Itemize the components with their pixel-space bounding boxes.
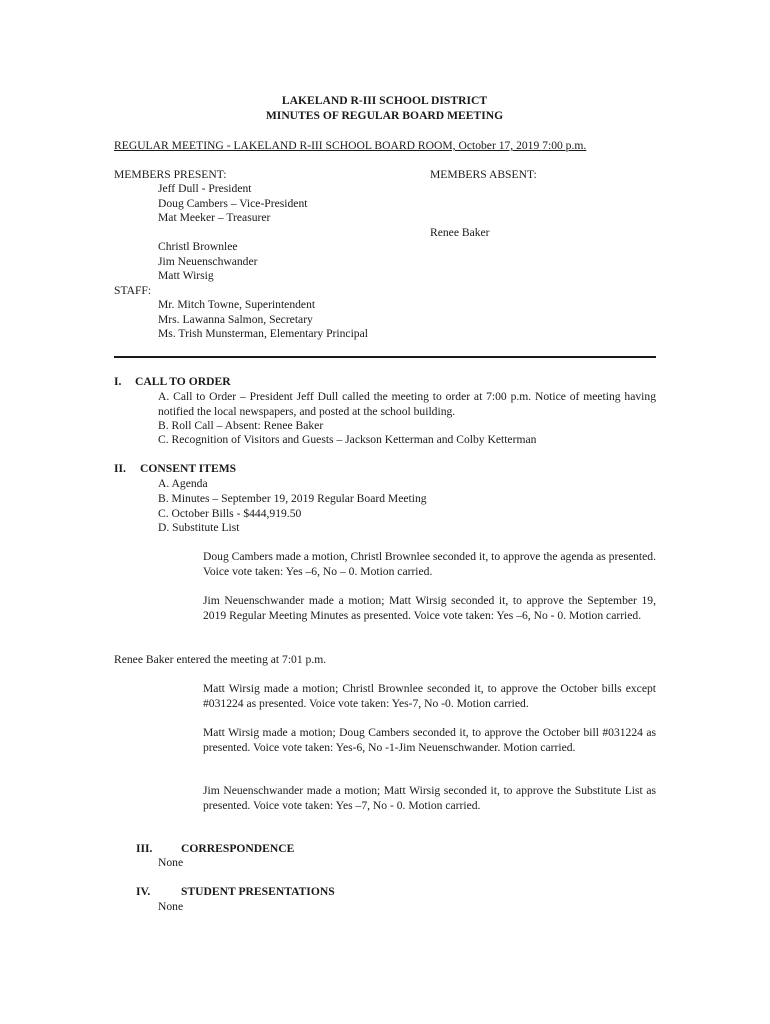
section-number: II. bbox=[114, 462, 126, 475]
section-title: CONSENT ITEMS bbox=[140, 462, 237, 475]
list-item: B. Minutes – September 19, 2019 Regular Board Meeting bbox=[158, 492, 427, 505]
section-number: I. bbox=[114, 375, 122, 388]
horizontal-rule bbox=[114, 356, 656, 358]
meeting-line: REGULAR MEETING - LAKELAND R-III SCHOOL BOARD ROOM, October 17, 2019 7:00 p.m. bbox=[114, 139, 587, 152]
list-item: C. October Bills - $444,919.50 bbox=[158, 507, 302, 520]
section-number: III. bbox=[136, 842, 153, 855]
meeting-note: Renee Baker entered the meeting at 7:01 p.m. bbox=[114, 653, 327, 666]
list-item: B. Roll Call – Absent: Renee Baker bbox=[158, 419, 324, 432]
member-absent: Renee Baker bbox=[430, 226, 490, 239]
members-absent-label: MEMBERS ABSENT: bbox=[430, 168, 537, 181]
staff-member: Mr. Mitch Towne, Superintendent bbox=[158, 298, 316, 311]
member-present: Doug Cambers – Vice-President bbox=[158, 197, 308, 210]
member-present: Jeff Dull - President bbox=[158, 182, 252, 195]
motion-paragraph: Jim Neuenschwander made a motion; Matt Wirsig seconded it, to approve the Substitute List as presented. Voice vote taken: Yes –7, No - 0. Motion carried. bbox=[203, 784, 656, 812]
motion-paragraph: Matt Wirsig made a motion; Christl Brownlee seconded it, to approve the October bills except #031224 as presented. Voice vote taken: Yes-7, No -0. Motion carried. bbox=[203, 682, 656, 710]
list-item: C. Recognition of Visitors and Guests – Jackson Ketterman and Colby Ketterman bbox=[158, 433, 537, 446]
members-present-label: MEMBERS PRESENT: bbox=[114, 168, 227, 181]
member-present: Matt Wirsig bbox=[158, 269, 214, 282]
staff-label: STAFF: bbox=[114, 284, 152, 297]
district-name: LAKELAND R-III SCHOOL DISTRICT bbox=[281, 94, 488, 107]
document-title: MINUTES OF REGULAR BOARD MEETING bbox=[265, 109, 504, 122]
list-item: A. Call to Order – President Jeff Dull called the meeting to order at 7:00 p.m. Notice of meeting having notified the local newspapers, and posted at the school building. bbox=[158, 390, 656, 418]
member-present: Mat Meeker – Treasurer bbox=[158, 211, 271, 224]
list-item: A. Agenda bbox=[158, 477, 208, 490]
section-number: IV. bbox=[136, 885, 151, 898]
section-title: CORRESPONDENCE bbox=[181, 842, 295, 855]
motion-paragraph: Jim Neuenschwander made a motion; Matt Wirsig seconded it, to approve the September 19, 2019 Regular Meeting Minutes as presented. Voice vote taken: Yes –6, No - 0. Motion carried. bbox=[203, 594, 656, 622]
staff-member: Mrs. Lawanna Salmon, Secretary bbox=[158, 313, 313, 326]
motion-paragraph: Doug Cambers made a motion, Christl Brownlee seconded it, to approve the agenda as presented. Voice vote taken: Yes –6, No – 0. Motion carried. bbox=[203, 550, 656, 578]
section-body: None bbox=[158, 856, 184, 869]
motion-paragraph: Matt Wirsig made a motion; Doug Cambers seconded it, to approve the October bill #031224 as presented. Voice vote taken: Yes-6, No -1-Jim Neuenschwander. Motion carried. bbox=[203, 726, 656, 754]
member-present: Christl Brownlee bbox=[158, 240, 238, 253]
member-present: Jim Neuenschwander bbox=[158, 255, 258, 268]
section-title: STUDENT PRESENTATIONS bbox=[181, 885, 335, 898]
section-title: CALL TO ORDER bbox=[135, 375, 231, 388]
staff-member: Ms. Trish Munsterman, Elementary Principal bbox=[158, 327, 368, 340]
list-item: D. Substitute List bbox=[158, 521, 240, 534]
section-body: None bbox=[158, 900, 184, 913]
